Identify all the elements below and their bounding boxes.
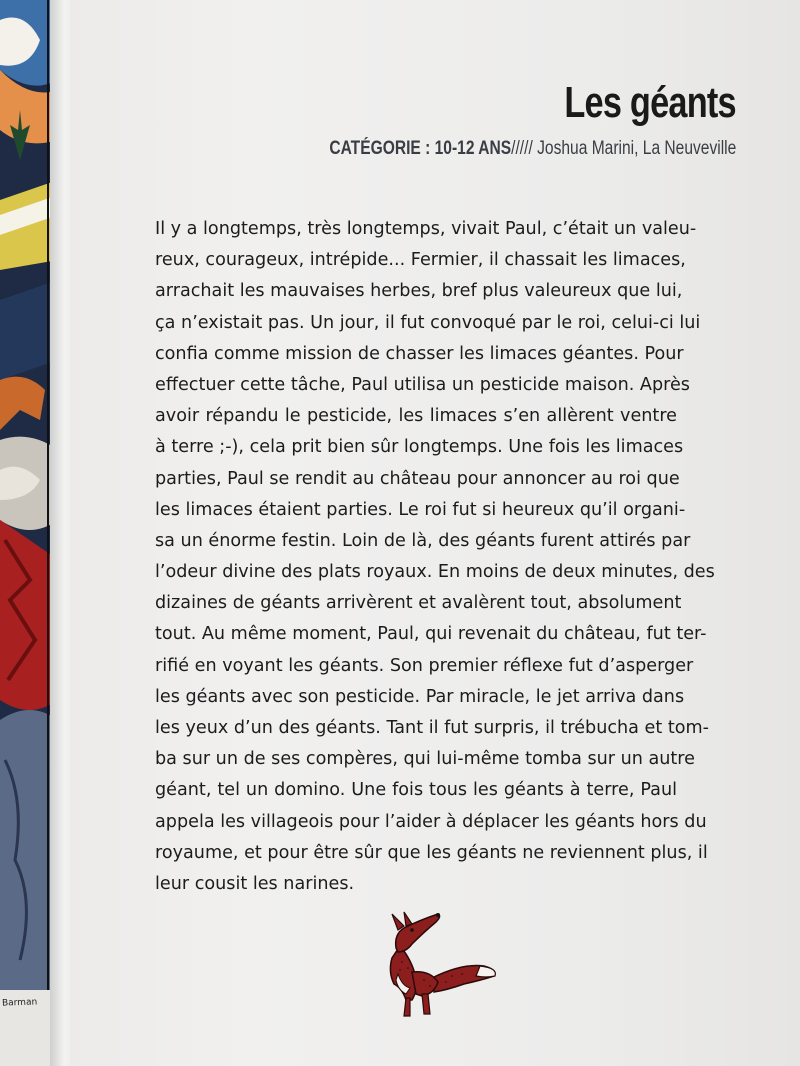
story-line: les géants avec son pesticide. Par miracle, le jet arriva dans xyxy=(155,686,685,707)
story-line: effectuer cette tâche, Paul utilisa un pesticide maison. Après xyxy=(155,374,690,395)
story-line: appela les villageois pour l’aider à déplacer les géants hors du xyxy=(155,811,707,832)
story-title: Les géants xyxy=(564,78,736,127)
story-line: rifié en voyant les géants. Son premier réflexe fut d’asperger xyxy=(155,655,694,676)
story-line: parties, Paul se rendit au château pour annoncer au roi que xyxy=(155,468,680,489)
byline-category: CATÉGORIE : 10-12 ANS xyxy=(329,138,511,159)
story-line: Il y a longtemps, très longtemps, vivait Paul, c’était un valeu- xyxy=(155,219,697,239)
story-line: ba sur un de ses compères, qui lui-même tomba sur un autre xyxy=(155,749,695,770)
story-line: confia comme mission de chasser les limaces géantes. Pour xyxy=(155,343,684,364)
story-line: l’odeur divine des plats royaux. En moins de deux minutes, des xyxy=(155,562,715,583)
story-line: avoir répandu le pesticide, les limaces s’en allèrent ventre xyxy=(155,406,677,427)
story-line: reux, courageux, intrépide... Fermier, il chassait les limaces, xyxy=(155,250,686,271)
illustration-credit: Barman xyxy=(1,997,38,1009)
story-byline xyxy=(329,138,736,160)
story-body xyxy=(155,214,715,900)
story-line: leur cousit les narines. xyxy=(155,873,355,894)
story-line: arrachait les mauvaises herbes, bref plus valeureux que lui, xyxy=(155,281,683,302)
story-line: dizaines de géants arrivèrent et avalèrent tout, absolument xyxy=(155,593,682,614)
story-line: tout. Au même moment, Paul, qui revenait du château, fut ter- xyxy=(155,624,707,645)
byline-author: Joshua Marini, La Neuveville xyxy=(536,138,736,159)
fox-icon xyxy=(372,908,502,1023)
story-line: géant, tel un domino. Une fois tous les géants à terre, Paul xyxy=(155,780,677,801)
story-line: sa un énorme festin. Loin de là, des géants furent attirés par xyxy=(155,530,691,551)
byline-separator: ///// xyxy=(510,138,533,159)
story-line: les limaces étaient parties. Le roi fut si heureux qu’il organi- xyxy=(155,499,686,520)
story-line: les yeux d’un des géants. Tant il fut surpris, il trébucha et tom- xyxy=(155,718,710,738)
story-line: à terre ;-), cela prit bien sûr longtemps. Une fois les limaces xyxy=(155,437,684,458)
story-line: ça n’existait pas. Un jour, il fut convoqué par le roi, celui-ci lui xyxy=(155,312,701,333)
story-line: royaume, et pour être sûr que les géants ne reviennent plus, il xyxy=(155,842,708,863)
